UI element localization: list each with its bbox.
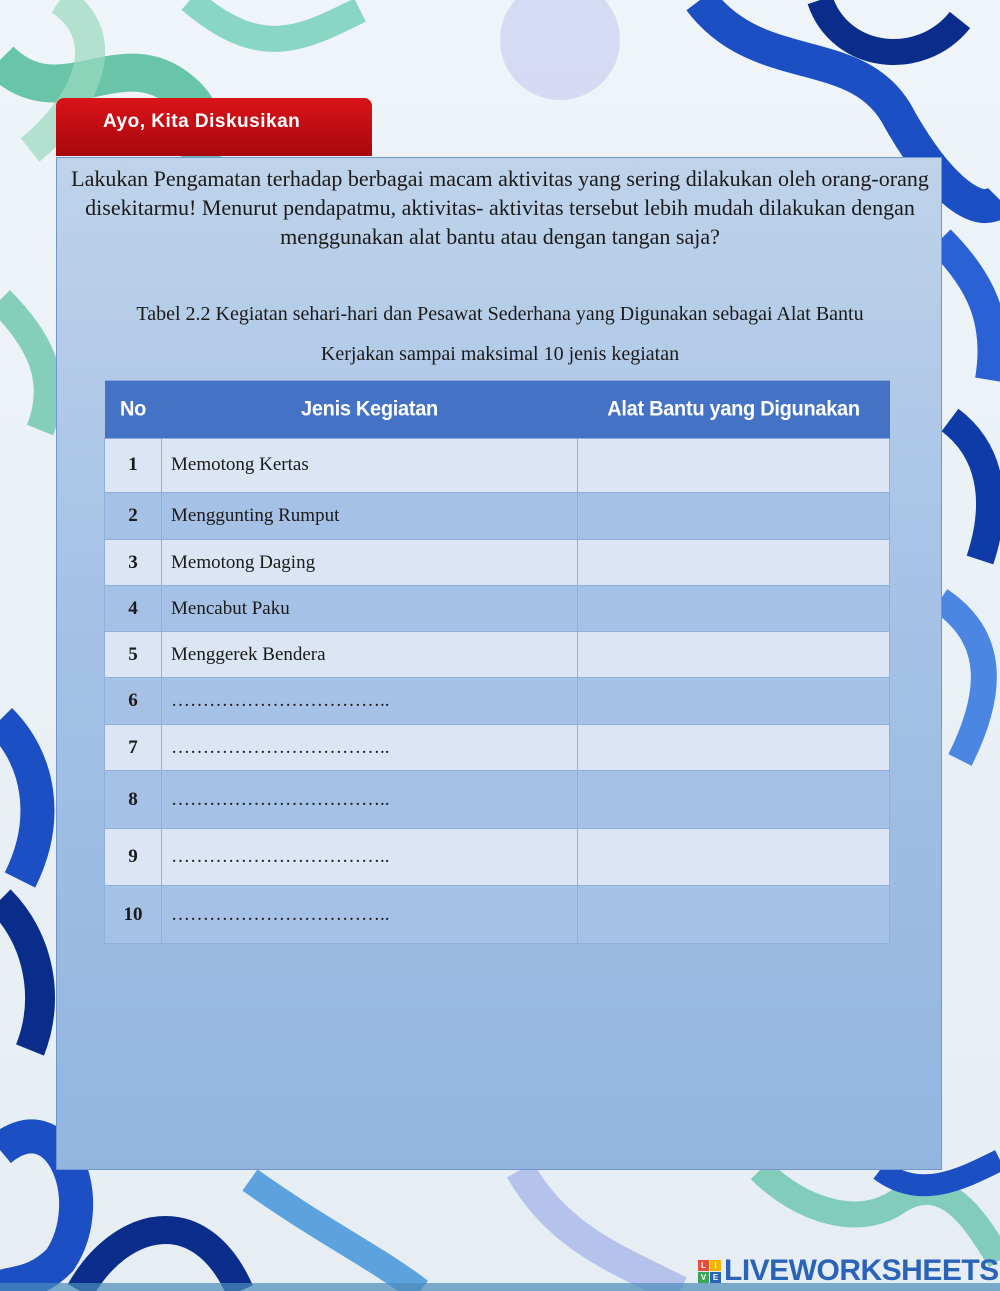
row-number: 2 (105, 493, 162, 540)
intro-text: Lakukan Pengamatan terhadap berbagai macam aktivitas yang sering dilakukan oleh orang-orang disekitarmu! Menurut pendapatmu, aktivitas- aktivitas tersebut lebih mudah dilakukan dengan menggunakan alat bantu atau dengan tangan saja? (71, 166, 929, 249)
logo-letter: V (698, 1272, 709, 1283)
row-number: 5 (105, 632, 162, 678)
tool-answer-cell[interactable] (578, 678, 890, 725)
section-tag (56, 98, 372, 156)
header-no: No (105, 381, 162, 439)
logo-letter: I (710, 1260, 721, 1271)
activity-blank-cell[interactable]: …………………………….. (162, 829, 578, 886)
tool-answer-cell[interactable] (578, 540, 890, 586)
header-tool: Alat Bantu yang Digunakan (578, 381, 890, 439)
table-header-row (105, 382, 890, 438)
activity-cell: Memotong Kertas (162, 438, 578, 493)
table-caption: Tabel 2.2 Kegiatan sehari-hari dan Pesawat Sederhana yang Digunakan sebagai Alat Bantu (136, 303, 864, 325)
activity-cell: Memotong Daging (162, 540, 578, 586)
tool-answer-cell[interactable] (578, 438, 890, 493)
table-row (105, 771, 890, 829)
activity-table (104, 382, 890, 944)
row-number: 3 (105, 540, 162, 586)
activity-blank-cell[interactable]: …………………………….. (162, 886, 578, 944)
row-number: 10 (105, 886, 162, 944)
row-number: 9 (105, 829, 162, 886)
activity-blank-cell[interactable]: …………………………….. (162, 725, 578, 771)
tool-answer-cell[interactable] (578, 725, 890, 771)
table-row (105, 886, 890, 944)
logo-mark-icon (698, 1260, 721, 1283)
table-row (105, 725, 890, 771)
tool-answer-cell[interactable] (578, 586, 890, 632)
activity-blank-cell[interactable]: …………………………….. (162, 771, 578, 829)
row-number: 7 (105, 725, 162, 771)
logo-letter: L (698, 1260, 709, 1271)
activity-cell: Mencabut Paku (162, 586, 578, 632)
row-number: 4 (105, 586, 162, 632)
tool-answer-cell[interactable] (578, 632, 890, 678)
tool-answer-cell[interactable] (578, 829, 890, 886)
activity-cell: Menggunting Rumput (162, 493, 578, 540)
header-activity: Jenis Kegiatan (162, 381, 578, 439)
liveworksheets-logo (698, 1254, 999, 1288)
logo-text: LIVEWORKSHEETS (724, 1254, 999, 1287)
activity-blank-cell[interactable]: …………………………….. (162, 678, 578, 725)
table-row (105, 540, 890, 586)
tool-answer-cell[interactable] (578, 886, 890, 944)
table-row (105, 493, 890, 540)
table-subcaption: Kerjakan sampai maksimal 10 jenis kegiatan (320, 343, 680, 365)
table-row (105, 438, 890, 493)
table-row (105, 586, 890, 632)
logo-letter: E (710, 1272, 721, 1283)
tool-answer-cell[interactable] (578, 771, 890, 829)
activity-cell: Menggerek Bendera (162, 632, 578, 678)
table-row (105, 678, 890, 725)
tool-answer-cell[interactable] (578, 493, 890, 540)
table-row (105, 632, 890, 678)
content-panel (56, 157, 942, 1170)
row-number: 1 (105, 438, 162, 493)
table-row (105, 829, 890, 886)
row-number: 8 (105, 771, 162, 829)
row-number: 6 (105, 678, 162, 725)
section-tag-label: Ayo, Kita Diskusikan (103, 111, 301, 132)
